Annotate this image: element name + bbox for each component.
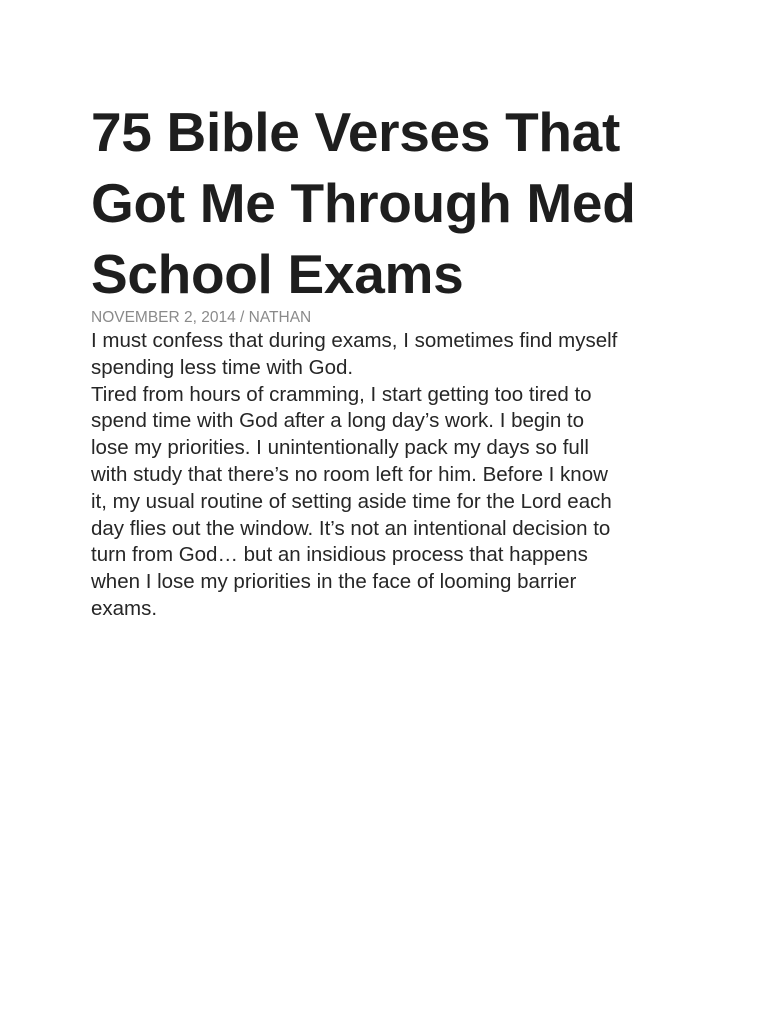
body-line: with study that there’s no room left for him. Before I know bbox=[91, 462, 608, 486]
article-title bbox=[91, 97, 691, 310]
paragraph bbox=[91, 328, 691, 382]
article-body bbox=[91, 328, 691, 623]
body-line: I must confess that during exams, I sometimes find myself bbox=[91, 329, 618, 352]
title-line: School Exams bbox=[91, 243, 464, 305]
paragraph bbox=[91, 382, 691, 623]
title-line: 75 Bible Verses That bbox=[91, 101, 620, 163]
body-line: lose my priorities. I unintentionally pack my days so full bbox=[91, 436, 589, 460]
body-line: turn from God… but an insidious process that happens bbox=[91, 543, 588, 567]
body-line: exams. bbox=[91, 596, 158, 620]
body-line: spend time with God after a long day’s work. I begin to bbox=[91, 409, 585, 433]
body-line: Tired from hours of cramming, I start getting too tired to bbox=[91, 382, 592, 406]
body-line: day flies out the window. It’s not an intentional decision to bbox=[91, 516, 611, 540]
article bbox=[91, 97, 691, 623]
post-meta: NOVEMBER 2, 2014 / NATHAN bbox=[91, 309, 312, 326]
body-line: spending less time with God. bbox=[91, 355, 354, 379]
body-line: it, my usual routine of setting aside time for the Lord each bbox=[91, 489, 612, 513]
body-line: when I lose my priorities in the face of looming barrier bbox=[91, 570, 577, 594]
title-line: Got Me Through Med bbox=[91, 172, 636, 234]
